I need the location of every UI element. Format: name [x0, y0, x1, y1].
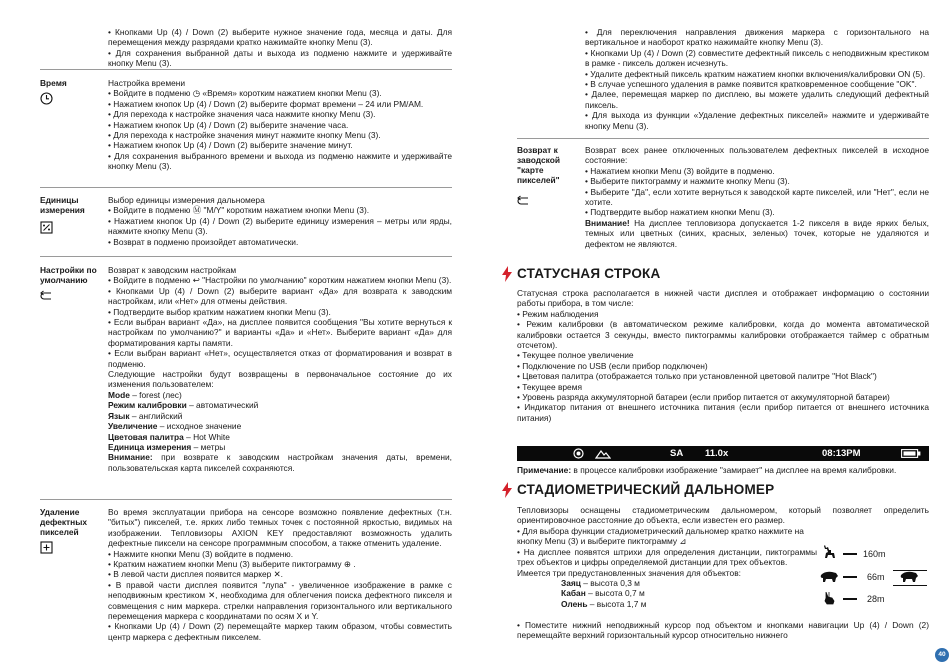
stadia-object-row: Кабан – высота 0,7 м — [561, 588, 645, 599]
units-label: Единицы измерения — [40, 195, 85, 215]
range-bar — [843, 598, 857, 600]
defaults-attention: Внимание: при возврате к заводским настройкам значения даты, времени, пользовательская карта пикселей сохраняются. — [108, 452, 452, 473]
stadia-heading: СТАДИОМЕТРИЧЕСКИЙ ДАЛЬНОМЕР — [517, 482, 775, 497]
default-setting-row: Увеличение – исходное значение — [108, 421, 242, 432]
defaults-section — [40, 265, 452, 495]
time-line: Настройка времени — [108, 78, 186, 88]
time-section — [40, 78, 452, 184]
pixels-cont-line: • Для выхода из функции «Удаление дефектных пикселей» нажмите и удерживайте кнопку Menu (3). — [585, 110, 929, 131]
pixels-continued-block — [585, 27, 929, 131]
date-tail-block — [108, 27, 452, 69]
defaults-line: • Войдите в подменю ↩ "Настройки по умолчанию" коротким нажатием кнопки Menu (3). — [108, 275, 452, 286]
hare-icon — [823, 592, 836, 605]
divider — [40, 256, 452, 257]
pixels-line: • В левой части дисплея появится маркер ✕. — [108, 569, 283, 580]
date-line-2: • Для сохранения выбранной даты и выхода из подменю нажмите и удерживайте кнопку Menu (3). — [108, 47, 452, 69]
divider — [40, 499, 452, 500]
time-line: • Для перехода к настройке значения минут нажмите кнопку Menu (3). — [108, 130, 381, 141]
stadia-item: • Для выбора функции стадиометрический дальномер кратко нажмите на кнопку Menu (3) и выберите пиктограмму ⊿ — [517, 526, 804, 547]
default-setting-row: Mode – forest (лес) — [108, 389, 182, 400]
time-line: • Нажатием кнопок Up (4) / Down (2) выберите значение часа. — [108, 119, 349, 130]
status-note: Примечание: в процессе калибровки изображение "замирает" на дисплее на время калибровки. — [517, 465, 897, 475]
status-sa: SA — [670, 448, 684, 459]
stadia-object-row: Заяц – высота 0,3 м — [561, 578, 640, 589]
pixels-cont-line: • Для переключения направления движения маркера с горизонтального на вертикальное и наоборот кратко нажимайте кнопку Menu (3). — [585, 27, 929, 48]
plus-box-icon — [40, 541, 53, 554]
units-icon — [40, 221, 53, 234]
stadia-object-row: Олень – высота 1,7 м — [561, 598, 647, 609]
cursor-line — [893, 585, 927, 586]
return-map-line: • Нажатием кнопки Menu (3) войдите в подменю. — [585, 165, 775, 176]
units-content — [108, 195, 452, 247]
boar-icon — [899, 570, 919, 583]
defaults-line: • Подтвердите выбор кратким нажатием кнопки Menu (3). — [108, 306, 331, 317]
status-item: • Уровень разряда аккумуляторной батареи (если прибор питается от аккумуляторной батареи) — [517, 392, 890, 403]
record-icon — [573, 448, 584, 459]
stadia-item: • На дисплее появятся штрихи для определения дистанции, пиктограммы трех объектов и цифры определяемой дистанции для трех объектов. — [517, 546, 817, 568]
date-line-1: • Кнопками Up (4) / Down (2) выберите нужное значение года, месяца и даты. Для перемещения между разрядами кратко нажимайте кнопку Menu (3). — [108, 27, 452, 48]
pixels-cont-line: • Удалите дефектный пиксель кратким нажатием кнопки включения/калибровки ON (5). — [585, 68, 926, 79]
stadia-intro: Тепловизоры оснащены стадиометрическим дальномером, который позволяет определить ориентировочное расстояние до объекта, если известен его размер. — [517, 505, 929, 526]
divider — [40, 69, 452, 70]
defaults-label: Настройки по умолчанию — [40, 265, 97, 285]
range-bar — [843, 576, 857, 578]
pixels-line: Во время эксплуатации прибора на сенсоре возможно появление дефектных (т.н. "битых") пикселей, т.е. ярких либо темных точек с постоянной яркостью, видимых на изображении. Тепловизоры AXION KEY предоставляют возможность удалить дефектные пиксели на сенсоре программным способом, а также отменить удаление. — [108, 507, 452, 549]
reset-arrow-icon — [517, 195, 530, 208]
reset-arrow-icon — [40, 290, 53, 303]
pixels-cont-line: • В случае успешного удаления в рамке появится кратковременное сообщение "OK". — [585, 79, 917, 90]
pixels-label: Удаление дефектных пикселей — [40, 507, 88, 537]
status-item: • Цветовая палитра (отображается только при установленной цветовой палитре "Hot Black") — [517, 371, 877, 382]
defaults-line: • Если выбран вариант «Да», на дисплее появится сообщения "Вы хотите вернуться к настройкам по умолчанию?" и варианты «Да» и «Нет». Выберите вариант «Да» для форматирования карты памяти. — [108, 317, 452, 348]
status-body — [517, 288, 929, 423]
status-item: • Подключение по USB (если прибор подключен) — [517, 360, 708, 371]
defaults-line: Возврат к заводским настройкам — [108, 265, 237, 275]
pixels-line: • Кратким нажатием кнопки Menu (3) выберите пиктограмму ⊕ . — [108, 559, 356, 570]
distance-label: 28m — [867, 594, 885, 604]
pixels-cont-line: • Далее, перемещая маркер по дисплею, вы можете удалить следующий дефектный пиксель. — [585, 89, 929, 110]
time-line: • Для перехода к настройке значения часа нажмите кнопку Menu (3). — [108, 109, 376, 120]
clock-icon — [40, 92, 53, 105]
lightning-icon — [501, 482, 513, 498]
time-label: Время — [40, 78, 67, 88]
boar-icon — [819, 570, 839, 583]
units-line: Выбор единицы измерения дальномера — [108, 195, 265, 205]
lightning-icon — [501, 266, 513, 282]
status-zoom: 11.0x — [705, 448, 729, 459]
return-map-line: • Подтвердите выбор нажатием кнопки Menu (3). — [585, 207, 775, 218]
status-heading: СТАТУСНАЯ СТРОКА — [517, 266, 661, 281]
distance-label: 66m — [867, 572, 885, 582]
rangefinder-figure — [819, 540, 929, 610]
page-number: 40 — [935, 648, 949, 662]
time-line: • Нажатием кнопок Up (4) / Down (2) выберите формат времени – 24 или PM/AM. — [108, 98, 424, 109]
return-map-line: • Выберите пиктограмму и нажмите кнопку Menu (3). — [585, 176, 790, 187]
distance-label: 160m — [863, 549, 886, 559]
cursor-line — [893, 570, 927, 571]
battery-icon — [901, 449, 921, 458]
stadia-item: Имеется три предустановленных значения для объектов: — [517, 567, 741, 578]
units-line: • Войдите в подменю Ⓜ "M/Y" коротким нажатием кнопки Menu (3). — [108, 205, 370, 216]
defaults-content — [108, 265, 452, 473]
deer-icon — [821, 544, 837, 560]
pixels-line: • В правой части дисплея появится "лупа" - увеличенное изображение в рамке с неподвижным крестиком ✕, необходима для облегчения поиска дефектного пикселя и совмещения с ним маркера. стрелки направления горизонтального или вертикального перемещения маркера с координатами по осям X и Y. — [108, 579, 452, 622]
time-content — [108, 78, 452, 172]
status-item: • Индикатор питания от внешнего источника питания (если прибор питается от внешнего источника питания) — [517, 402, 929, 423]
units-line: • Возврат в подменю произойдет автоматически. — [108, 236, 299, 247]
divider — [517, 138, 929, 139]
divider — [40, 187, 452, 188]
status-time: 08:13PM — [822, 448, 861, 459]
return-map-attention: Внимание! На дисплее тепловизора допускается 1-2 пикселя в виде ярких белых, темных или цветных (синих, красных, зеленых) точек, которые не удаляются и дефектом не являются. — [585, 217, 929, 249]
units-section — [40, 195, 452, 255]
defaults-line: • Кнопками Up (4) / Down (2) выберите вариант «Да» для возврата к заводским настройкам, или «Нет» для отмены действия. — [108, 285, 452, 307]
status-intro: Статусная строка располагается в нижней части дисплея и отображает информацию о состоянии работы прибора, в том числе: — [517, 288, 929, 309]
status-item: • Текущее время — [517, 381, 583, 392]
stadia-list — [517, 526, 817, 609]
status-bar-figure — [517, 446, 929, 461]
mountain-icon — [595, 448, 611, 459]
status-item: • Режим калибровки (в автоматическом режиме калибровки, когда до момента автоматической калибровки остается 3 секунды, вместо пиктограммы калибровки отображается таймер с обратным отсчетом). — [517, 319, 929, 351]
return-map-line: • Выберите "Да", если хотите вернуться к заводской карте пикселей, или "Нет", если не хотите. — [585, 186, 929, 208]
return-map-section — [517, 145, 929, 255]
default-setting-row: Единица измерения – метры — [108, 441, 226, 452]
default-setting-row: Режим калибровки – автоматический — [108, 400, 259, 411]
stadia-tail: • Поместите нижний неподвижный курсор под объектом и кнопками навигации Up (4) / Down (2) перемещайте верхний горизонтальный курсор относительно нижнего — [517, 620, 929, 641]
defaults-line: Следующие настройки будут возвращены в первоначальное состояние до их изменения пользователем: — [108, 369, 452, 390]
default-setting-row: Цветовая палитра – Hot White — [108, 431, 230, 442]
status-item: • Режим наблюдения — [517, 308, 599, 319]
return-map-label: Возврат к заводской "карте пикселей" — [517, 145, 560, 185]
time-line: • Для сохранения выбранного времени и выхода из подменю нажмите и удерживайте кнопку Menu (3). — [108, 150, 452, 172]
status-item: • Текущее полное увеличение — [517, 350, 634, 361]
time-line: • Нажатием кнопок Up (4) / Down (2) выберите значение минут. — [108, 140, 353, 151]
pixels-content — [108, 507, 452, 642]
default-setting-row: Язык – английский — [108, 410, 183, 421]
return-map-content — [585, 145, 929, 249]
pixels-line: • Нажмите кнопки Menu (3) войдите в подменю. — [108, 548, 294, 559]
range-bar — [843, 553, 857, 555]
units-line: • Нажатием кнопок Up (4) / Down (2) выберите единицу измерения – метры или ярды, нажмите кнопку Menu (3). — [108, 215, 452, 237]
pixels-line: • Кнопками Up (4) / Down (2) перемещайте маркер таким образом, чтобы совместить центр маркера с дефектным пикселем. — [108, 621, 452, 642]
pixels-cont-line: • Кнопками Up (4) / Down (2) совместите дефектный пиксель с неподвижным крестиком в рамке - пиксель должен исчезнуть. — [585, 47, 929, 69]
return-map-line: Возврат всех ранее отключенных пользователем дефектных пикселей в исходное состояние: — [585, 145, 929, 166]
time-line: • Войдите в подменю ◷ «Время» коротким нажатием кнопки Menu (3). — [108, 88, 382, 99]
defaults-line: • Если выбран вариант «Нет», осуществляется отказ от форматирования и возврат в подменю. — [108, 348, 452, 369]
pixels-section — [40, 507, 452, 657]
